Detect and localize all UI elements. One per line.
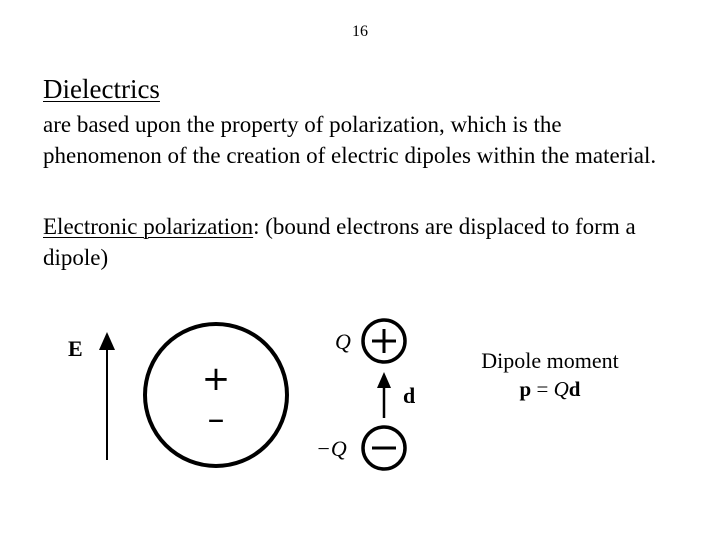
field-label: E [68,336,83,361]
formula-p: p [519,377,532,401]
negative-charge-label: −Q [316,436,347,461]
electronic-polarization-term: Electronic polarization [43,214,254,239]
slide-title: Dielectrics [43,74,160,104]
formula-q: Q [553,377,569,401]
electronic-polarization-detail: : (bound electrons are displaced to form a dipole) [43,214,636,270]
dipole-moment-label: Dipole moment [481,348,619,373]
field-arrow [99,332,115,460]
polarization-description: are based upon the property of polarization, which is the phenomenon of the creation of electric dipoles within the material. [43,112,657,168]
formula-d: d [568,377,581,401]
dipole-vector-label: d [403,383,416,408]
atom-plus-sign: + [201,359,231,399]
atom-minus-sign: – [207,399,225,439]
page-number: 16 [352,23,368,40]
dipole-moment-formula [470,375,630,403]
positive-charge-label: Q [335,329,351,354]
dipole-moment-caption [470,347,630,403]
electronic-polarization-description [43,211,683,273]
formula-equals: = [531,377,554,401]
dipole-arrow [377,372,391,418]
